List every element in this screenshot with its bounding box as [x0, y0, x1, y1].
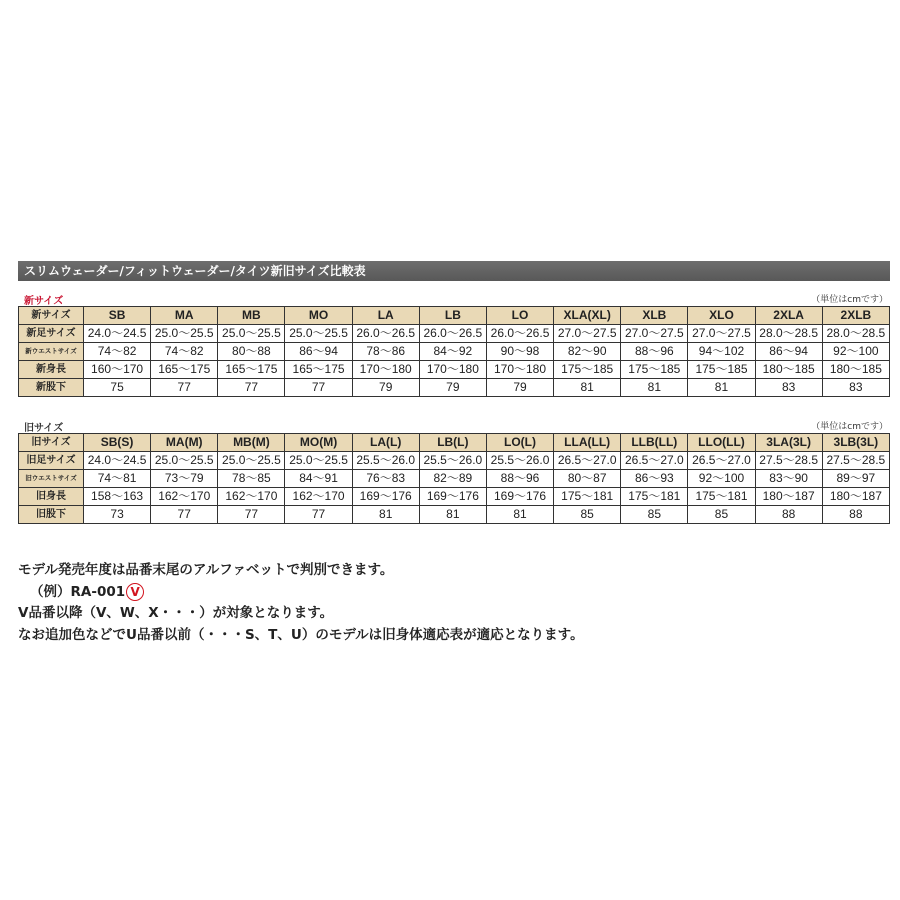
new-table-cell: 78～86 [352, 343, 419, 361]
new-size-header: XLA(XL) [554, 307, 621, 325]
old-table-cell: 175～181 [688, 488, 755, 506]
old-table-cell: 25.0～25.5 [218, 452, 285, 470]
new-table-cell: 170～180 [352, 361, 419, 379]
new-row-header: 新身長 [19, 361, 84, 379]
new-table-cell: 81 [688, 379, 755, 397]
old-table-cell: 25.0～25.5 [285, 452, 352, 470]
old-table-cell: 88～96 [486, 470, 553, 488]
new-table-cell: 83 [755, 379, 822, 397]
old-row-header: 旧股下 [19, 506, 84, 524]
old-table-cell: 78～85 [218, 470, 285, 488]
old-table-cell: 85 [688, 506, 755, 524]
note-line-4: なお追加色などでU品番以前（・・・S、T、U）のモデルは旧身体適応表が適応となります。 [18, 626, 584, 643]
old-size-header: LLO(LL) [688, 434, 755, 452]
old-table-row [19, 506, 890, 524]
old-table-cell: 73 [84, 506, 151, 524]
new-table-cell: 26.0～26.5 [352, 325, 419, 343]
old-table-cell: 76～83 [352, 470, 419, 488]
old-table-cell: 162～170 [218, 488, 285, 506]
old-table-cell: 81 [352, 506, 419, 524]
old-table-cell: 77 [218, 506, 285, 524]
old-table-cell: 175～181 [621, 488, 688, 506]
new-table-cell: 25.0～25.5 [218, 325, 285, 343]
old-size-table [18, 433, 890, 524]
new-table-cell: 28.0～28.5 [822, 325, 889, 343]
new-table-cell: 25.0～25.5 [151, 325, 218, 343]
new-table-cell: 92～100 [822, 343, 889, 361]
old-row-header: 旧ウエストサイズ [19, 470, 84, 488]
new-table-cell: 175～185 [621, 361, 688, 379]
new-table-cell: 27.0～27.5 [688, 325, 755, 343]
old-table-cell: 24.0～24.5 [84, 452, 151, 470]
new-table-cell: 180～185 [822, 361, 889, 379]
new-table-cell: 170～180 [486, 361, 553, 379]
old-size-header: LLA(LL) [554, 434, 621, 452]
old-table-cell: 84～91 [285, 470, 352, 488]
old-table-cell: 73～79 [151, 470, 218, 488]
new-size-header: SB [84, 307, 151, 325]
new-table-cell: 79 [486, 379, 553, 397]
old-row-header: 旧サイズ [19, 434, 84, 452]
note-example [18, 582, 584, 604]
new-row-header: 新サイズ [19, 307, 84, 325]
old-table-cell: 169～176 [419, 488, 486, 506]
old-size-header: 3LB(3L) [822, 434, 889, 452]
old-table-cell: 88 [755, 506, 822, 524]
old-table-cell: 25.5～26.0 [486, 452, 553, 470]
old-table-cell: 80～87 [554, 470, 621, 488]
old-table-cell: 162～170 [151, 488, 218, 506]
old-table-cell: 85 [554, 506, 621, 524]
new-table-row [19, 379, 890, 397]
old-size-header: LB(L) [419, 434, 486, 452]
old-table-cell: 158～163 [84, 488, 151, 506]
new-size-header: LO [486, 307, 553, 325]
old-table-cell: 180～187 [755, 488, 822, 506]
new-table-cell: 82～90 [554, 343, 621, 361]
old-table-cell: 169～176 [486, 488, 553, 506]
new-table-cell: 94～102 [688, 343, 755, 361]
old-header-row [19, 434, 890, 452]
old-table-cell: 77 [285, 506, 352, 524]
note-line-1: モデル発売年度は品番末尾のアルファベットで判別できます。 [18, 562, 394, 578]
old-table-cell: 85 [621, 506, 688, 524]
new-table-cell: 80～88 [218, 343, 285, 361]
new-size-header: LB [419, 307, 486, 325]
new-table-cell: 83 [822, 379, 889, 397]
old-size-header: LLB(LL) [621, 434, 688, 452]
old-size-header: MB(M) [218, 434, 285, 452]
old-size-header: LO(L) [486, 434, 553, 452]
old-table-cell: 26.5～27.0 [621, 452, 688, 470]
new-row-header: 新ウエストサイズ [19, 343, 84, 361]
old-size-label: 旧サイズ [24, 423, 64, 434]
old-table-row [19, 452, 890, 470]
old-table-cell: 26.5～27.0 [554, 452, 621, 470]
new-table-cell: 160～170 [84, 361, 151, 379]
new-header-row [19, 307, 890, 325]
new-table-cell: 81 [621, 379, 688, 397]
old-size-header: LA(L) [352, 434, 419, 452]
old-table-cell: 26.5～27.0 [688, 452, 755, 470]
old-table-row [19, 470, 890, 488]
old-size-header: SB(S) [84, 434, 151, 452]
new-size-header: MA [151, 307, 218, 325]
new-table-cell: 90～98 [486, 343, 553, 361]
circled-v-mark: V [126, 583, 144, 601]
new-table-cell: 77 [218, 379, 285, 397]
new-size-header: XLB [621, 307, 688, 325]
new-table-cell: 170～180 [419, 361, 486, 379]
new-table-cell: 77 [151, 379, 218, 397]
new-row-header: 新足サイズ [19, 325, 84, 343]
new-unit-note: （単位はcmです） [811, 295, 888, 305]
old-table-cell: 162～170 [285, 488, 352, 506]
old-table-cell: 88 [822, 506, 889, 524]
old-table-cell: 92～100 [688, 470, 755, 488]
notes [18, 560, 584, 646]
new-table-cell: 74～82 [151, 343, 218, 361]
old-table-cell: 25.5～26.0 [419, 452, 486, 470]
old-table-cell: 27.5～28.5 [755, 452, 822, 470]
old-size-header: MA(M) [151, 434, 218, 452]
new-table-cell: 180～185 [755, 361, 822, 379]
example-text: （例）RA-001 [30, 583, 126, 600]
old-table-cell: 89～97 [822, 470, 889, 488]
new-size-header: LA [352, 307, 419, 325]
new-size-header: 2XLB [822, 307, 889, 325]
new-table-cell: 26.0～26.5 [419, 325, 486, 343]
new-table-cell: 88～96 [621, 343, 688, 361]
new-size-header: XLO [688, 307, 755, 325]
new-row-header: 新股下 [19, 379, 84, 397]
new-table-row [19, 343, 890, 361]
old-table-cell: 25.0～25.5 [151, 452, 218, 470]
new-size-table [18, 306, 890, 397]
new-table-cell: 24.0～24.5 [84, 325, 151, 343]
old-table-cell: 83～90 [755, 470, 822, 488]
new-table-cell: 25.0～25.5 [285, 325, 352, 343]
old-table-cell: 169～176 [352, 488, 419, 506]
new-size-header: MO [285, 307, 352, 325]
new-table-cell: 79 [419, 379, 486, 397]
new-table-cell: 175～185 [554, 361, 621, 379]
new-table-cell: 165～175 [218, 361, 285, 379]
old-table-cell: 86～93 [621, 470, 688, 488]
old-row-header: 旧足サイズ [19, 452, 84, 470]
old-table-row [19, 488, 890, 506]
chart-title: スリムウェーダー/フィットウェーダー/タイツ新旧サイズ比較表 [18, 261, 890, 281]
new-table-cell: 81 [554, 379, 621, 397]
old-table-cell: 81 [486, 506, 553, 524]
new-table-cell: 86～94 [755, 343, 822, 361]
old-table-cell: 74～81 [84, 470, 151, 488]
new-table-cell: 79 [352, 379, 419, 397]
new-table-row [19, 361, 890, 379]
new-table-cell: 27.0～27.5 [554, 325, 621, 343]
note-line-3: V品番以降（V、W、X・・・）が対象となります。 [18, 605, 334, 621]
new-table-cell: 75 [84, 379, 151, 397]
new-size-header: 2XLA [755, 307, 822, 325]
new-table-cell: 175～185 [688, 361, 755, 379]
old-table-cell: 27.5～28.5 [822, 452, 889, 470]
old-size-header: MO(M) [285, 434, 352, 452]
old-size-header: 3LA(3L) [755, 434, 822, 452]
new-table-row [19, 325, 890, 343]
old-table-cell: 175～181 [554, 488, 621, 506]
new-table-cell: 84～92 [419, 343, 486, 361]
new-size-header: MB [218, 307, 285, 325]
new-table-cell: 165～175 [285, 361, 352, 379]
new-table-cell: 74～82 [84, 343, 151, 361]
old-table-cell: 77 [151, 506, 218, 524]
new-table-cell: 86～94 [285, 343, 352, 361]
old-table-cell: 180～187 [822, 488, 889, 506]
new-table-cell: 27.0～27.5 [621, 325, 688, 343]
new-table-cell: 26.0～26.5 [486, 325, 553, 343]
new-size-label: 新サイズ [24, 296, 64, 307]
old-row-header: 旧身長 [19, 488, 84, 506]
old-table-cell: 81 [419, 506, 486, 524]
new-table-cell: 28.0～28.5 [755, 325, 822, 343]
old-table-cell: 82～89 [419, 470, 486, 488]
old-unit-note: （単位はcmです） [811, 422, 888, 432]
old-table-cell: 25.5～26.0 [352, 452, 419, 470]
new-table-cell: 165～175 [151, 361, 218, 379]
new-table-cell: 77 [285, 379, 352, 397]
